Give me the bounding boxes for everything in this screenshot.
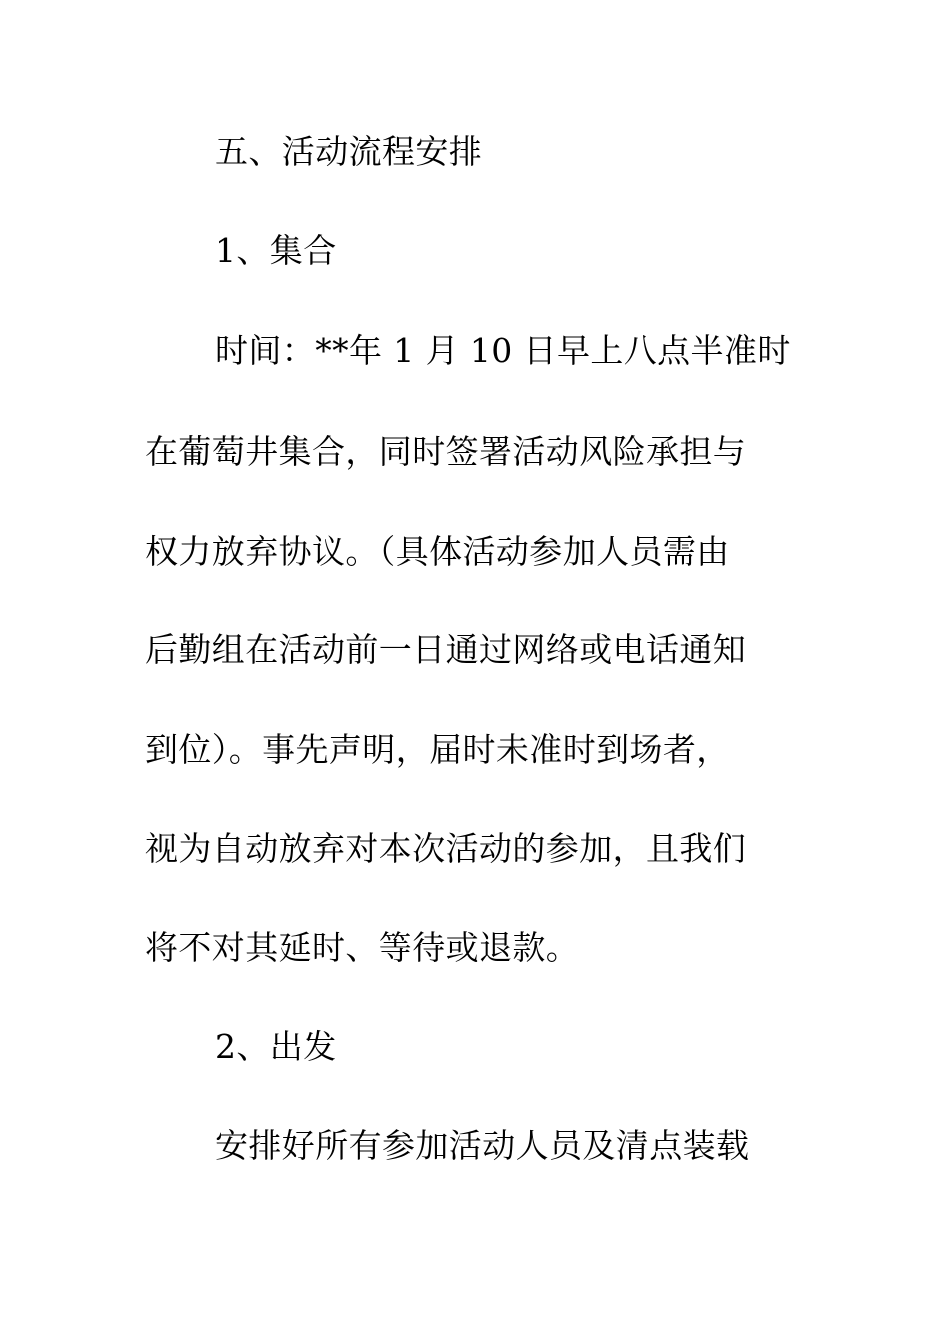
paragraph-line: 权力放弃协议。（具体活动参加人员需由 — [145, 532, 730, 571]
paragraph-line: 后勤组在活动前一日通过网络或电话通知 — [145, 630, 747, 669]
paragraph-line: 在葡萄井集合，同时签署活动风险承担与 — [145, 432, 747, 471]
section-heading: 五、活动流程安排 — [215, 132, 483, 171]
paragraph-line: 安排好所有参加活动人员及清点装载 — [215, 1126, 750, 1165]
subheading-gather: 1、集合 — [215, 231, 337, 270]
subheading-depart: 2、出发 — [215, 1027, 337, 1066]
paragraph-line: 视为自动放弃对本次活动的参加，且我们 — [145, 829, 747, 868]
paragraph-line: 到位）。事先声明，届时未准时到场者， — [145, 730, 730, 769]
paragraph-line: 时间：**年 1 月 10 日早上八点半准时 — [215, 331, 791, 370]
paragraph-line: 将不对其延时、等待或退款。 — [145, 928, 580, 967]
